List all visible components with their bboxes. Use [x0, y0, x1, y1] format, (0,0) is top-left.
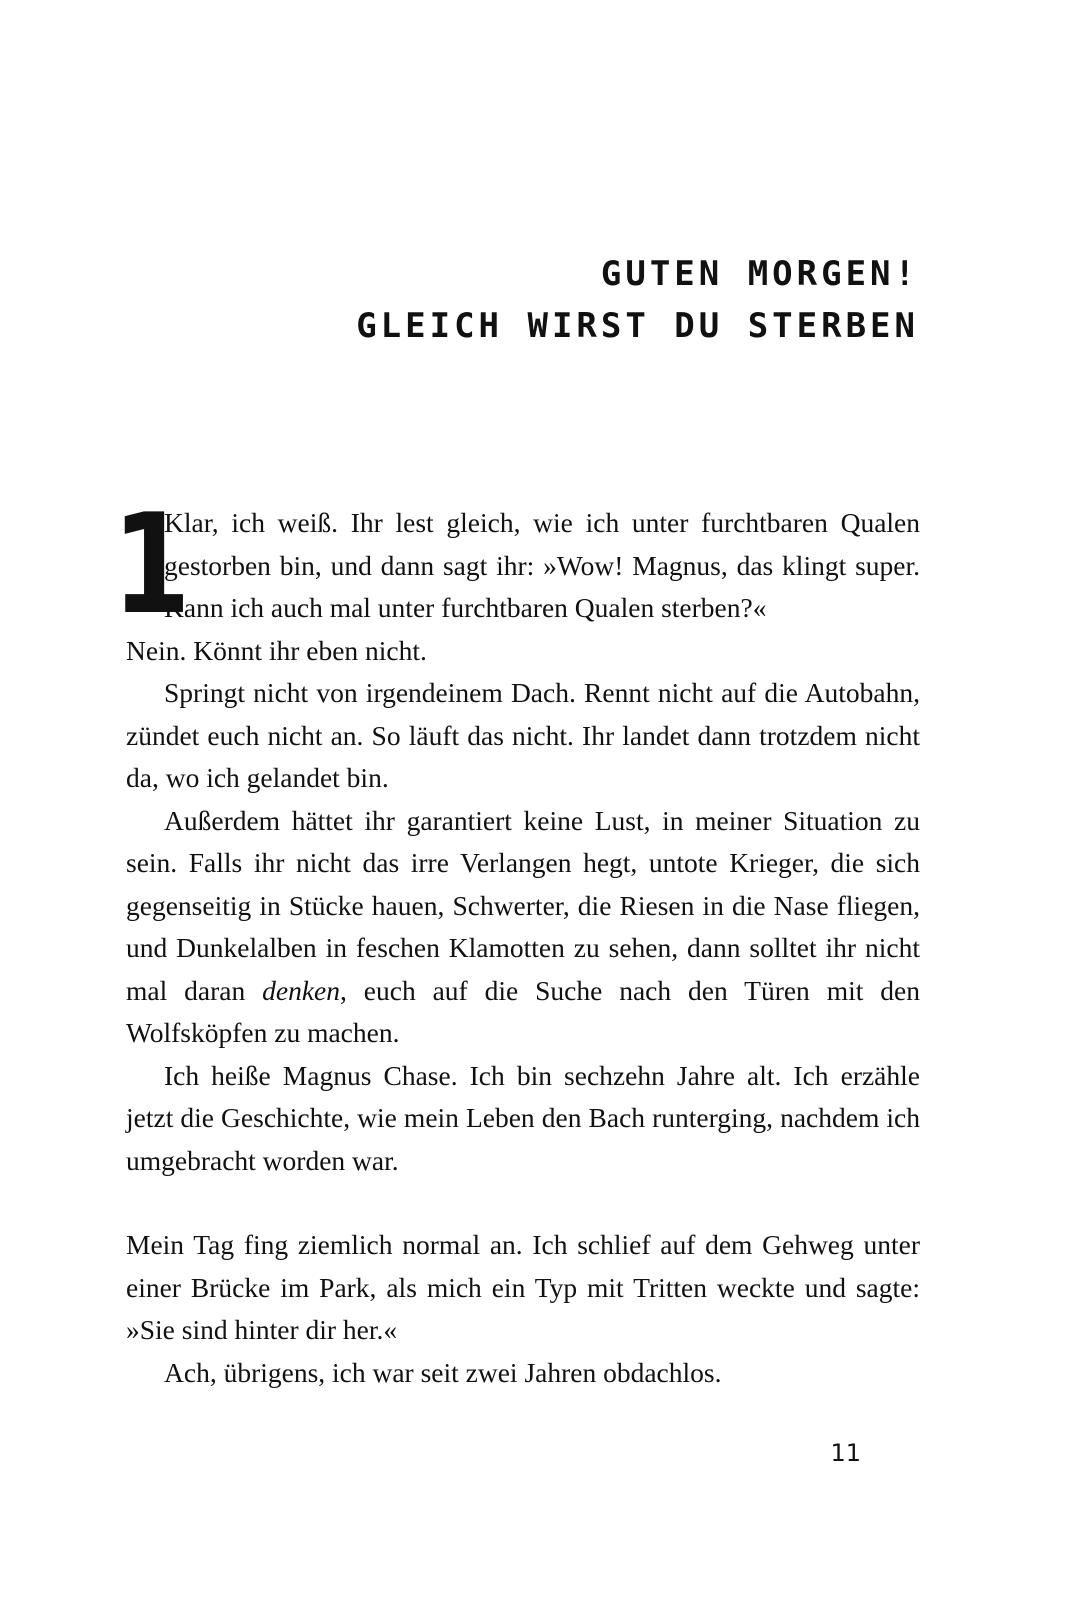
paragraph-3-emphasis: denken: [262, 974, 340, 1006]
paragraph-5: Mein Tag fing ziemlich normal an. Ich schlief auf dem Gehweg unter einer Brücke im Park, als mich ein Typ mit Tritten weckte und sagte: »Sie sind hinter dir her.«: [126, 1229, 920, 1345]
paragraph-3-end: , euch auf die Suche nach den Türen mit den Wolfsköpfen zu machen.: [126, 974, 920, 1048]
page-number: 11: [830, 1439, 861, 1467]
paragraph-1-tail: Nein. Könnt ihr eben nicht.: [126, 634, 427, 666]
chapter-number: 1: [112, 484, 191, 645]
paragraph-6: Ach, übrigens, ich war seit zwei Jahren obdachlos.: [164, 1356, 722, 1388]
paragraph-3: [126, 800, 920, 1055]
paragraph-1: [126, 502, 920, 672]
paragraph-4: Ich heiße Magnus Chase. Ich bin sechzehn Jahre alt. Ich erzähle jetzt die Geschichte, wie mein Leben den Bach runterging, nachdem ich umgebracht worden war.: [126, 1059, 920, 1176]
paragraph-1-dropcap-lines: Klar, ich weiß. Ihr lest gleich, wie ich unter furchtbaren Qualen gestorben bin, und dann sagt ihr: »Wow! Magnus, das klingt super. Kann ich auch mal unter furchtbaren Qualen sterben?«: [164, 507, 920, 623]
chapter-title-line-2: GLEICH WIRST DU STERBEN: [356, 306, 919, 346]
chapter-body: [126, 502, 920, 1394]
paragraph-2: Springt nicht von irgendeinem Dach. Rennt nicht auf die Autobahn, zündet euch nicht an. So läuft das nicht. Ihr landet dann trotzdem nicht da, wo ich gelandet bin.: [126, 677, 920, 793]
chapter-title: [356, 248, 919, 352]
section-break: [126, 1182, 920, 1224]
paragraph-3-start: Außerdem hättet ihr garantiert keine Lust, in meiner Situation zu sein. Falls ihr nicht das irre Verlangen hegt, untote Krieger, die sich gegenseitig in Stücke hauen, Schwerter, die Riesen in die Nase fliegen, und Dunkelalben in feschen Klamotten zu sehen, dann solltet ihr nicht mal daran: [126, 804, 920, 1006]
chapter-title-line-1: GUTEN MORGEN!: [600, 254, 919, 294]
